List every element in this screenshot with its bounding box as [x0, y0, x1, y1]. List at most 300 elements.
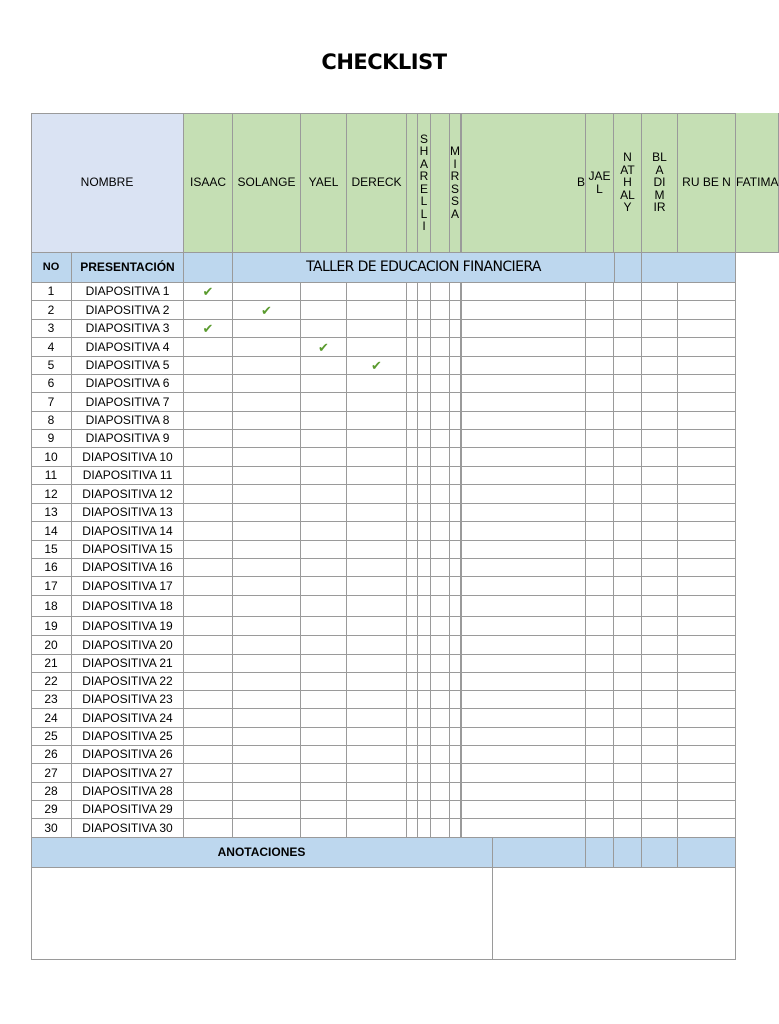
check-cell[interactable]: [678, 636, 736, 655]
check-cell[interactable]: [418, 577, 431, 596]
check-cell[interactable]: [462, 375, 586, 393]
check-cell[interactable]: [431, 559, 450, 577]
check-cell[interactable]: [614, 301, 642, 320]
check-cell[interactable]: [431, 783, 450, 801]
check-cell[interactable]: [462, 412, 586, 430]
check-cell[interactable]: [586, 522, 614, 541]
check-cell[interactable]: [678, 691, 736, 709]
check-cell[interactable]: [678, 728, 736, 746]
check-cell[interactable]: [418, 320, 431, 338]
check-cell[interactable]: [407, 467, 418, 485]
check-cell[interactable]: [233, 430, 301, 448]
check-cell[interactable]: [301, 504, 347, 522]
check-cell[interactable]: [462, 485, 586, 504]
check-cell[interactable]: [233, 746, 301, 764]
check-cell[interactable]: [450, 320, 461, 338]
check-cell[interactable]: [614, 764, 642, 783]
check-cell[interactable]: [431, 375, 450, 393]
check-cell[interactable]: [678, 320, 736, 338]
check-cell[interactable]: [184, 338, 233, 357]
check-cell[interactable]: [450, 746, 461, 764]
check-cell[interactable]: [431, 485, 450, 504]
check-cell[interactable]: [614, 728, 642, 746]
check-cell[interactable]: [614, 485, 642, 504]
check-cell[interactable]: [347, 504, 407, 522]
check-cell[interactable]: [407, 764, 418, 783]
check-cell[interactable]: [301, 636, 347, 655]
check-cell[interactable]: [614, 504, 642, 522]
check-cell[interactable]: [301, 357, 347, 375]
check-cell[interactable]: [642, 375, 678, 393]
check-cell[interactable]: [614, 522, 642, 541]
check-cell[interactable]: [614, 320, 642, 338]
check-cell[interactable]: [233, 522, 301, 541]
check-cell[interactable]: [407, 357, 418, 375]
check-cell[interactable]: [678, 467, 736, 485]
anotaciones-side-area[interactable]: [493, 868, 736, 960]
check-cell[interactable]: [462, 709, 586, 728]
check-cell[interactable]: [347, 485, 407, 504]
check-cell[interactable]: [614, 691, 642, 709]
check-cell[interactable]: [347, 636, 407, 655]
check-cell[interactable]: [407, 301, 418, 320]
check-cell[interactable]: [418, 746, 431, 764]
check-cell[interactable]: [642, 746, 678, 764]
check-cell[interactable]: [347, 559, 407, 577]
check-cell[interactable]: [586, 448, 614, 467]
check-cell[interactable]: [642, 617, 678, 636]
check-cell[interactable]: [450, 801, 461, 819]
check-cell[interactable]: [586, 338, 614, 357]
check-cell[interactable]: [407, 283, 418, 301]
check-cell[interactable]: [184, 691, 233, 709]
checkmark-cell[interactable]: ✔: [233, 301, 301, 320]
check-cell[interactable]: [586, 485, 614, 504]
check-cell[interactable]: [431, 596, 450, 617]
check-cell[interactable]: [233, 375, 301, 393]
check-cell[interactable]: [301, 559, 347, 577]
check-cell[interactable]: [462, 655, 586, 673]
check-cell[interactable]: [184, 617, 233, 636]
check-cell[interactable]: [418, 448, 431, 467]
check-cell[interactable]: [450, 485, 461, 504]
check-cell[interactable]: [678, 448, 736, 467]
check-cell[interactable]: [184, 746, 233, 764]
check-cell[interactable]: [642, 559, 678, 577]
check-cell[interactable]: [586, 375, 614, 393]
check-cell[interactable]: [301, 617, 347, 636]
check-cell[interactable]: [347, 783, 407, 801]
check-cell[interactable]: [347, 283, 407, 301]
check-cell[interactable]: [301, 301, 347, 320]
check-cell[interactable]: [418, 559, 431, 577]
check-cell[interactable]: [233, 764, 301, 783]
check-cell[interactable]: [642, 819, 678, 838]
check-cell[interactable]: [184, 728, 233, 746]
check-cell[interactable]: [431, 577, 450, 596]
check-cell[interactable]: [450, 819, 461, 838]
check-cell[interactable]: [418, 338, 431, 357]
check-cell[interactable]: [642, 320, 678, 338]
check-cell[interactable]: [184, 596, 233, 617]
check-cell[interactable]: [407, 522, 418, 541]
check-cell[interactable]: [418, 617, 431, 636]
check-cell[interactable]: [233, 393, 301, 412]
check-cell[interactable]: [678, 655, 736, 673]
check-cell[interactable]: [418, 819, 431, 838]
check-cell[interactable]: [431, 728, 450, 746]
check-cell[interactable]: [431, 320, 450, 338]
check-cell[interactable]: [642, 541, 678, 559]
check-cell[interactable]: [642, 448, 678, 467]
check-cell[interactable]: [431, 746, 450, 764]
check-cell[interactable]: [431, 412, 450, 430]
check-cell[interactable]: [462, 764, 586, 783]
check-cell[interactable]: [586, 783, 614, 801]
check-cell[interactable]: [431, 283, 450, 301]
check-cell[interactable]: [431, 430, 450, 448]
check-cell[interactable]: [233, 320, 301, 338]
check-cell[interactable]: [347, 801, 407, 819]
check-cell[interactable]: [184, 467, 233, 485]
check-cell[interactable]: [431, 801, 450, 819]
check-cell[interactable]: [407, 375, 418, 393]
check-cell[interactable]: [642, 283, 678, 301]
check-cell[interactable]: [233, 283, 301, 301]
check-cell[interactable]: [678, 783, 736, 801]
check-cell[interactable]: [450, 375, 461, 393]
check-cell[interactable]: [586, 819, 614, 838]
check-cell[interactable]: [614, 577, 642, 596]
check-cell[interactable]: [642, 673, 678, 691]
check-cell[interactable]: [184, 655, 233, 673]
check-cell[interactable]: [184, 673, 233, 691]
check-cell[interactable]: [418, 728, 431, 746]
check-cell[interactable]: [184, 485, 233, 504]
check-cell[interactable]: [233, 728, 301, 746]
check-cell[interactable]: [642, 393, 678, 412]
check-cell[interactable]: [431, 504, 450, 522]
check-cell[interactable]: [450, 764, 461, 783]
check-cell[interactable]: [586, 412, 614, 430]
check-cell[interactable]: [642, 655, 678, 673]
check-cell[interactable]: [678, 673, 736, 691]
check-cell[interactable]: [678, 301, 736, 320]
check-cell[interactable]: [301, 746, 347, 764]
check-cell[interactable]: [347, 448, 407, 467]
check-cell[interactable]: [407, 559, 418, 577]
check-cell[interactable]: [431, 448, 450, 467]
check-cell[interactable]: [301, 448, 347, 467]
check-cell[interactable]: [184, 541, 233, 559]
check-cell[interactable]: [642, 577, 678, 596]
check-cell[interactable]: [233, 596, 301, 617]
check-cell[interactable]: [586, 728, 614, 746]
check-cell[interactable]: [418, 283, 431, 301]
check-cell[interactable]: [678, 357, 736, 375]
check-cell[interactable]: [407, 430, 418, 448]
check-cell[interactable]: [431, 764, 450, 783]
check-cell[interactable]: [614, 709, 642, 728]
check-cell[interactable]: [586, 320, 614, 338]
check-cell[interactable]: [301, 801, 347, 819]
check-cell[interactable]: [418, 596, 431, 617]
check-cell[interactable]: [614, 448, 642, 467]
check-cell[interactable]: [678, 819, 736, 838]
check-cell[interactable]: [407, 393, 418, 412]
check-cell[interactable]: [614, 673, 642, 691]
check-cell[interactable]: [431, 691, 450, 709]
check-cell[interactable]: [586, 617, 614, 636]
check-cell[interactable]: [418, 636, 431, 655]
checkmark-cell[interactable]: ✔: [184, 320, 233, 338]
check-cell[interactable]: [586, 357, 614, 375]
check-cell[interactable]: [407, 801, 418, 819]
check-cell[interactable]: [642, 504, 678, 522]
check-cell[interactable]: [347, 617, 407, 636]
check-cell[interactable]: [347, 522, 407, 541]
check-cell[interactable]: [301, 764, 347, 783]
check-cell[interactable]: [642, 467, 678, 485]
check-cell[interactable]: [233, 338, 301, 357]
check-cell[interactable]: [678, 746, 736, 764]
check-cell[interactable]: [586, 801, 614, 819]
check-cell[interactable]: [301, 691, 347, 709]
check-cell[interactable]: [233, 691, 301, 709]
check-cell[interactable]: [586, 673, 614, 691]
check-cell[interactable]: [233, 709, 301, 728]
check-cell[interactable]: [450, 596, 461, 617]
check-cell[interactable]: [431, 522, 450, 541]
check-cell[interactable]: [462, 783, 586, 801]
check-cell[interactable]: [418, 655, 431, 673]
check-cell[interactable]: [233, 504, 301, 522]
check-cell[interactable]: [462, 430, 586, 448]
check-cell[interactable]: [642, 412, 678, 430]
check-cell[interactable]: [614, 357, 642, 375]
check-cell[interactable]: [418, 691, 431, 709]
check-cell[interactable]: [418, 504, 431, 522]
check-cell[interactable]: [233, 819, 301, 838]
check-cell[interactable]: [347, 819, 407, 838]
check-cell[interactable]: [407, 577, 418, 596]
check-cell[interactable]: [431, 338, 450, 357]
check-cell[interactable]: [586, 577, 614, 596]
check-cell[interactable]: [586, 655, 614, 673]
check-cell[interactable]: [347, 320, 407, 338]
check-cell[interactable]: [184, 559, 233, 577]
check-cell[interactable]: [301, 283, 347, 301]
check-cell[interactable]: [450, 577, 461, 596]
anotaciones-text-area[interactable]: [31, 868, 493, 960]
check-cell[interactable]: [347, 655, 407, 673]
check-cell[interactable]: [347, 728, 407, 746]
check-cell[interactable]: [462, 338, 586, 357]
check-cell[interactable]: [462, 746, 586, 764]
check-cell[interactable]: [462, 541, 586, 559]
check-cell[interactable]: [407, 728, 418, 746]
check-cell[interactable]: [407, 448, 418, 467]
check-cell[interactable]: [184, 819, 233, 838]
check-cell[interactable]: [184, 636, 233, 655]
check-cell[interactable]: [586, 430, 614, 448]
check-cell[interactable]: [614, 801, 642, 819]
check-cell[interactable]: [678, 393, 736, 412]
check-cell[interactable]: [678, 617, 736, 636]
checkmark-cell[interactable]: ✔: [184, 283, 233, 301]
check-cell[interactable]: [450, 691, 461, 709]
check-cell[interactable]: [462, 522, 586, 541]
check-cell[interactable]: [450, 301, 461, 320]
check-cell[interactable]: [301, 412, 347, 430]
check-cell[interactable]: [418, 541, 431, 559]
check-cell[interactable]: [301, 541, 347, 559]
check-cell[interactable]: [614, 393, 642, 412]
check-cell[interactable]: [233, 801, 301, 819]
check-cell[interactable]: [301, 728, 347, 746]
check-cell[interactable]: [462, 301, 586, 320]
check-cell[interactable]: [347, 709, 407, 728]
check-cell[interactable]: [586, 596, 614, 617]
check-cell[interactable]: [450, 283, 461, 301]
check-cell[interactable]: [431, 301, 450, 320]
check-cell[interactable]: [347, 596, 407, 617]
check-cell[interactable]: [450, 709, 461, 728]
check-cell[interactable]: [431, 709, 450, 728]
check-cell[interactable]: [347, 430, 407, 448]
check-cell[interactable]: [450, 393, 461, 412]
check-cell[interactable]: [462, 320, 586, 338]
check-cell[interactable]: [431, 673, 450, 691]
check-cell[interactable]: [301, 485, 347, 504]
check-cell[interactable]: [233, 357, 301, 375]
check-cell[interactable]: [184, 504, 233, 522]
check-cell[interactable]: [233, 655, 301, 673]
check-cell[interactable]: [407, 320, 418, 338]
check-cell[interactable]: [407, 691, 418, 709]
check-cell[interactable]: [462, 819, 586, 838]
check-cell[interactable]: [347, 338, 407, 357]
check-cell[interactable]: [678, 504, 736, 522]
check-cell[interactable]: [407, 783, 418, 801]
check-cell[interactable]: [450, 636, 461, 655]
check-cell[interactable]: [431, 655, 450, 673]
check-cell[interactable]: [614, 467, 642, 485]
check-cell[interactable]: [407, 485, 418, 504]
check-cell[interactable]: [407, 746, 418, 764]
check-cell[interactable]: [418, 673, 431, 691]
check-cell[interactable]: [678, 559, 736, 577]
check-cell[interactable]: [614, 636, 642, 655]
check-cell[interactable]: [642, 301, 678, 320]
check-cell[interactable]: [407, 504, 418, 522]
check-cell[interactable]: [450, 467, 461, 485]
check-cell[interactable]: [462, 559, 586, 577]
check-cell[interactable]: [586, 636, 614, 655]
check-cell[interactable]: [614, 819, 642, 838]
check-cell[interactable]: [301, 673, 347, 691]
check-cell[interactable]: [678, 283, 736, 301]
check-cell[interactable]: [431, 357, 450, 375]
check-cell[interactable]: [642, 801, 678, 819]
check-cell[interactable]: [431, 636, 450, 655]
check-cell[interactable]: [418, 485, 431, 504]
check-cell[interactable]: [586, 467, 614, 485]
check-cell[interactable]: [233, 559, 301, 577]
check-cell[interactable]: [347, 375, 407, 393]
check-cell[interactable]: [184, 801, 233, 819]
check-cell[interactable]: [301, 375, 347, 393]
check-cell[interactable]: [407, 709, 418, 728]
check-cell[interactable]: [347, 467, 407, 485]
check-cell[interactable]: [184, 448, 233, 467]
check-cell[interactable]: [450, 448, 461, 467]
check-cell[interactable]: [347, 541, 407, 559]
check-cell[interactable]: [614, 783, 642, 801]
check-cell[interactable]: [450, 412, 461, 430]
check-cell[interactable]: [301, 393, 347, 412]
check-cell[interactable]: [233, 541, 301, 559]
check-cell[interactable]: [678, 412, 736, 430]
check-cell[interactable]: [642, 357, 678, 375]
check-cell[interactable]: [586, 393, 614, 412]
check-cell[interactable]: [233, 673, 301, 691]
check-cell[interactable]: [450, 617, 461, 636]
check-cell[interactable]: [586, 301, 614, 320]
check-cell[interactable]: [233, 412, 301, 430]
check-cell[interactable]: [418, 375, 431, 393]
check-cell[interactable]: [678, 485, 736, 504]
check-cell[interactable]: [418, 522, 431, 541]
check-cell[interactable]: [614, 412, 642, 430]
check-cell[interactable]: [233, 577, 301, 596]
check-cell[interactable]: [678, 577, 736, 596]
check-cell[interactable]: [450, 673, 461, 691]
check-cell[interactable]: [678, 541, 736, 559]
check-cell[interactable]: [431, 819, 450, 838]
check-cell[interactable]: [407, 541, 418, 559]
check-cell[interactable]: [586, 746, 614, 764]
check-cell[interactable]: [450, 728, 461, 746]
check-cell[interactable]: [184, 393, 233, 412]
check-cell[interactable]: [614, 746, 642, 764]
check-cell[interactable]: [347, 746, 407, 764]
check-cell[interactable]: [450, 655, 461, 673]
check-cell[interactable]: [347, 301, 407, 320]
check-cell[interactable]: [462, 393, 586, 412]
check-cell[interactable]: [233, 636, 301, 655]
check-cell[interactable]: [462, 636, 586, 655]
check-cell[interactable]: [184, 357, 233, 375]
check-cell[interactable]: [233, 485, 301, 504]
check-cell[interactable]: [462, 691, 586, 709]
check-cell[interactable]: [678, 375, 736, 393]
check-cell[interactable]: [233, 448, 301, 467]
check-cell[interactable]: [462, 801, 586, 819]
check-cell[interactable]: [184, 764, 233, 783]
check-cell[interactable]: [614, 338, 642, 357]
check-cell[interactable]: [678, 430, 736, 448]
check-cell[interactable]: [184, 301, 233, 320]
check-cell[interactable]: [431, 541, 450, 559]
check-cell[interactable]: [642, 522, 678, 541]
check-cell[interactable]: [462, 467, 586, 485]
check-cell[interactable]: [184, 412, 233, 430]
check-cell[interactable]: [642, 596, 678, 617]
check-cell[interactable]: [418, 412, 431, 430]
check-cell[interactable]: [586, 691, 614, 709]
check-cell[interactable]: [462, 283, 586, 301]
